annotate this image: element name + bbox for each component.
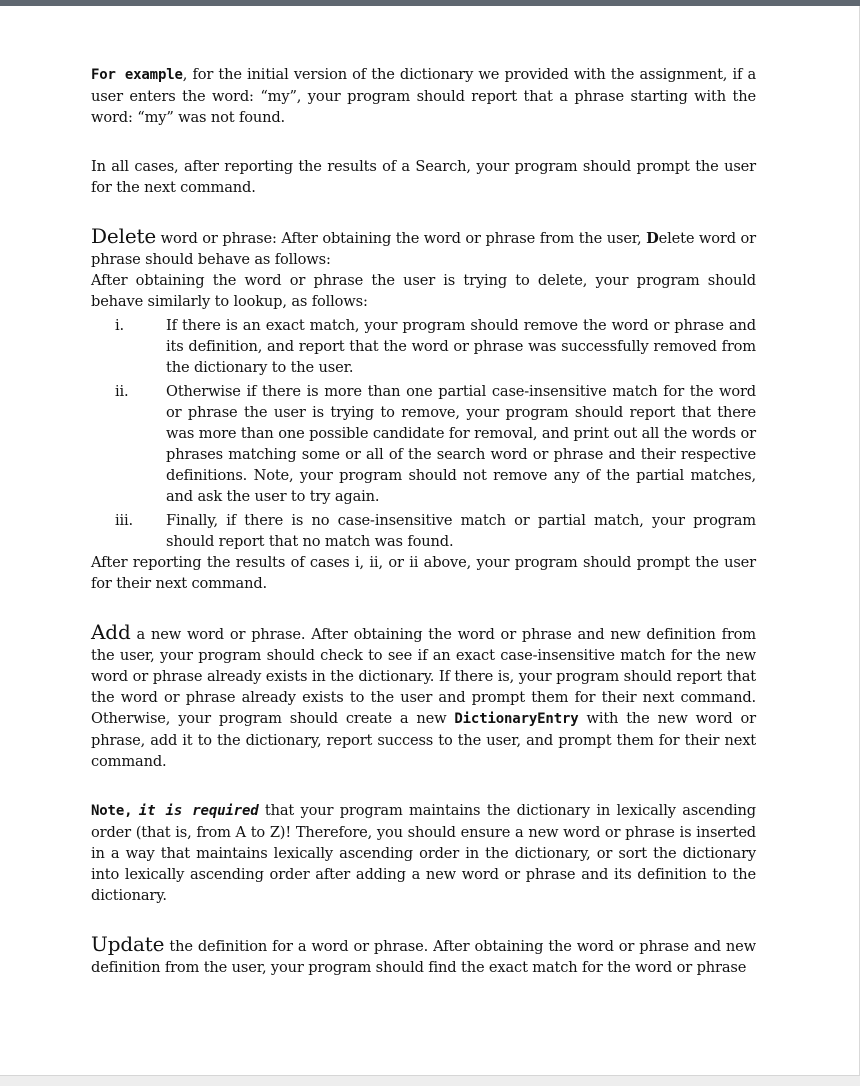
delete-after: After reporting the results of cases i, ii, or ii above, your program should prompt the user for their next command. (91, 554, 756, 592)
update-heading: Update (91, 932, 165, 956)
delete-cases-list (91, 315, 756, 552)
example-paragraph (91, 64, 756, 128)
window-top-bar (0, 0, 860, 6)
list-item-text: Otherwise if there is more than one partial case-insensitive match for the word or phrase the user is trying to remove, your program should report that there was more than one possible candidate for removal, and print out all the words or phrases matching some or all of the search word or phrase and their respective definitions. Note, your program should not remove any of the partial matches, and ask the user to try again. (166, 383, 756, 505)
all-cases-paragraph: In all cases, after reporting the results of a Search, your program should prompt the user for the next command. (91, 158, 756, 196)
document-page (91, 64, 756, 978)
list-item (91, 315, 756, 378)
delete-intro-text: word or phrase: After obtaining the word or phrase from the user, (156, 230, 647, 247)
delete-intro-text-2: elete word or phrase should behave as follows: (91, 230, 756, 268)
note-section (91, 800, 756, 906)
example-text: , for the initial version of the dictionary we provided with the assignment, if a user enters the word: “my”, your program should report that a phrase starting with the word: “my” was not found. (91, 66, 756, 126)
add-heading: Add (91, 620, 131, 644)
example-lead: For example (91, 67, 183, 83)
window-bottom-bar (0, 1075, 860, 1086)
add-section (91, 622, 756, 772)
list-item-text: Finally, if there is no case-insensitive match or partial match, your program should report that no match was found. (166, 512, 756, 550)
list-item-number: iii. (115, 512, 134, 529)
note-emphasis: it is required (138, 803, 259, 819)
update-section (91, 934, 756, 978)
list-item (91, 381, 756, 507)
note-text: that your program maintains the dictionary in lexically ascending order (that is, from A to Z)! Therefore, you should ensure a new word or phrase is inserted in a way that maintains lexically ascending order in the dictionary, or sort the dictionary into lexically ascending order after adding a new word or phrase and its definition to the dictionary. (91, 802, 756, 904)
delete-section (91, 226, 756, 594)
add-text-a: a new word or phrase. After obtaining the word or phrase and new definition from the user, your program should check to see if an exact case-insensitive match for the new word or phrase already exists in the dictionary. If there is, your program should report that the word or phrase already exists to the user and prompt them for their next command. Otherwise, your program should create a new (91, 626, 756, 727)
delete-line2: After obtaining the word or phrase the user is trying to delete, your program should behave similarly to lookup, as follows: (91, 272, 756, 310)
list-item-text: If there is an exact match, your program should remove the word or phrase and its definition, and report that the word or phrase was successfully removed from the dictionary to the user. (166, 317, 756, 376)
delete-heading: Delete (91, 224, 157, 248)
note-lead: Note, (91, 803, 133, 819)
update-text: the definition for a word or phrase. After obtaining the word or phrase and new definition from the user, your program should find the exact match for the word or phrase (91, 938, 756, 976)
delete-bold-letter: D (646, 230, 659, 247)
list-item-number: ii. (115, 383, 129, 400)
add-text-b: with the new word or phrase, add it to the dictionary, report success to the user, and prompt them for their next command. (91, 710, 756, 770)
delete-intro (91, 226, 756, 270)
list-item-number: i. (115, 317, 125, 334)
list-item (91, 510, 756, 552)
class-name: DictionaryEntry (454, 711, 579, 727)
